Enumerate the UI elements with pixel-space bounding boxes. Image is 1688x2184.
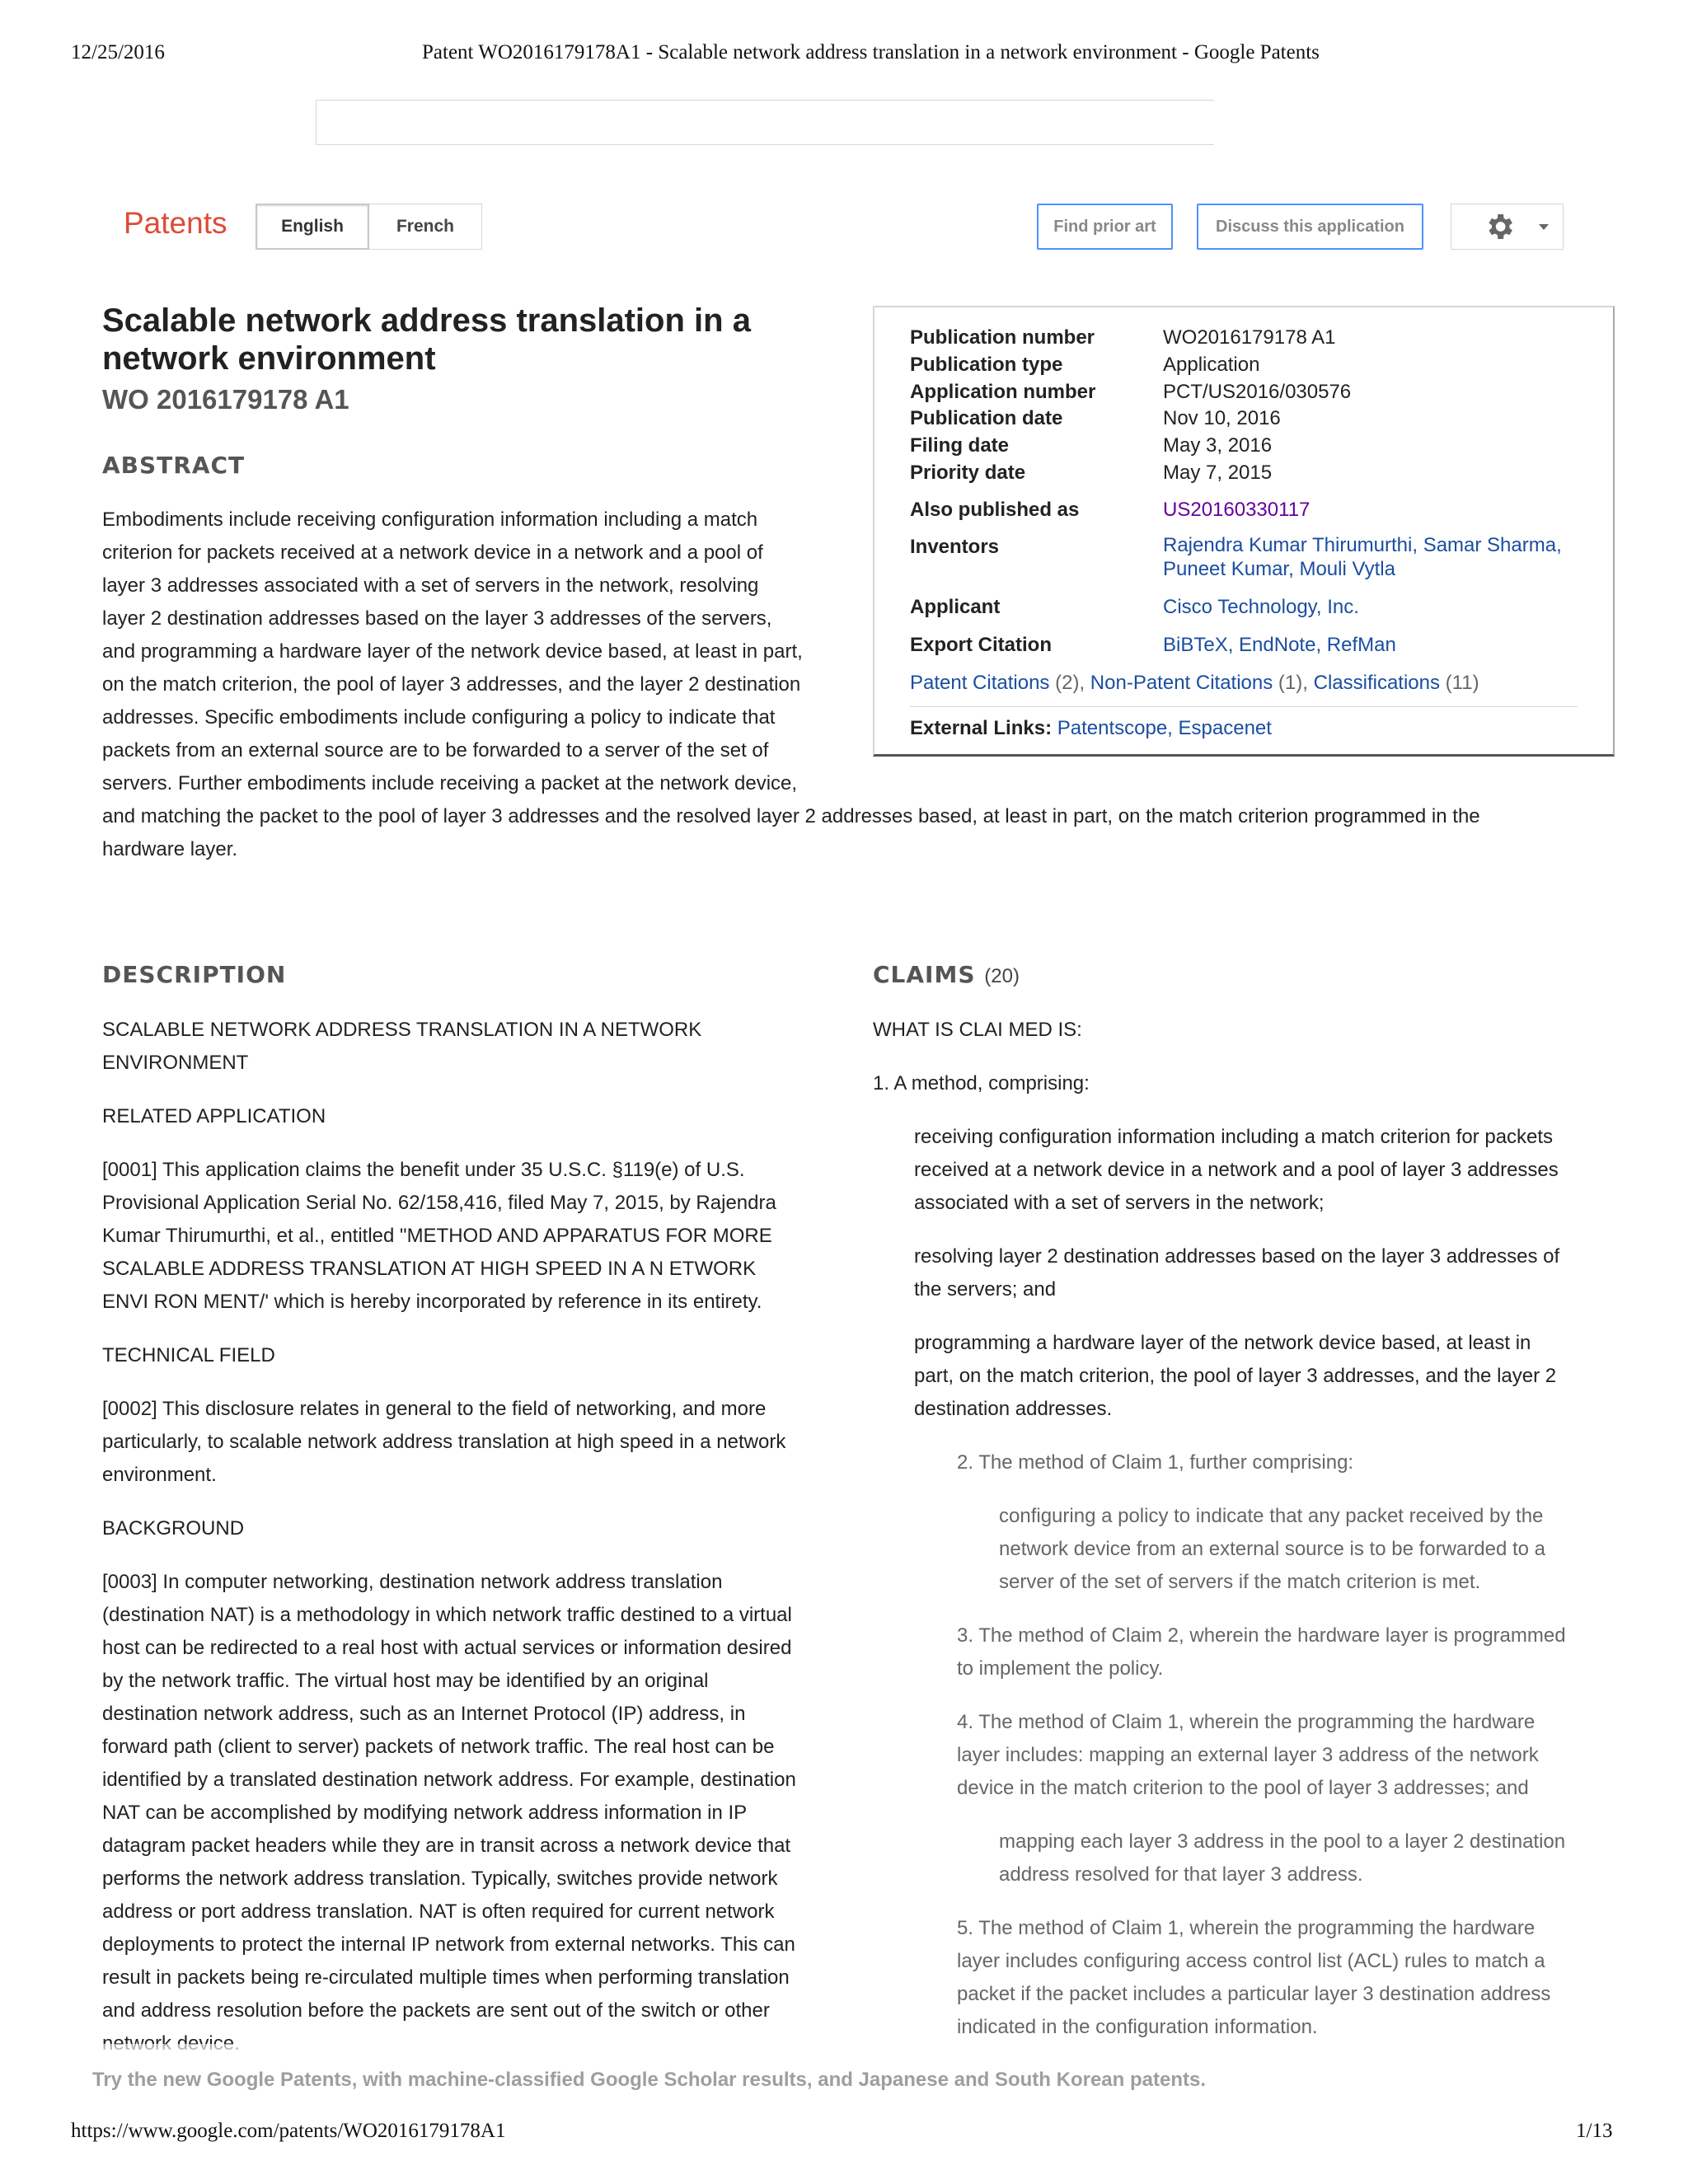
description-paragraph: [102, 1339, 860, 1372]
claim-line: layer includes: mapping an external layer 3 address of the network: [957, 1744, 1539, 1766]
find-prior-art-button[interactable]: Find prior art: [1037, 204, 1173, 250]
claim-line: address resolved for that layer 3 address.: [999, 1863, 1363, 1886]
patent-title: Scalable network address translation in a network environment: [102, 302, 751, 377]
language-english-button[interactable]: English: [256, 204, 369, 250]
description-line: NAT can be accomplished by modifying network address information in IP: [102, 1802, 748, 1824]
publication-type-value: Application: [1163, 354, 1260, 376]
claim-2: 2. The method of Claim 1, further comprising:: [957, 1451, 1354, 1474]
inventor-link[interactable]: Samar Sharma: [1423, 534, 1557, 556]
claims-count: (20): [984, 965, 1020, 987]
new-patents-promo-link[interactable]: Try the new Google Patents, with machine-classified Google Scholar results, and Japanese and South Korean patents.: [92, 2069, 1206, 2091]
settings-menu-button[interactable]: [1451, 204, 1564, 250]
inventor-link[interactable]: Mouli Vytla: [1299, 558, 1395, 580]
claim-4: [957, 1706, 1616, 1805]
description-paragraph: [102, 1100, 860, 1133]
print-page-number: 1/13: [1576, 2120, 1613, 2142]
description-paragraph: [102, 1393, 860, 1492]
language-french-button[interactable]: French: [369, 204, 482, 250]
applicant-label: Applicant: [910, 596, 1001, 618]
abstract-line: and matching the packet to the pool of layer 3 addresses and the resolved layer 2 addresses based, at least in part, on the match criterion programmed in the: [102, 805, 1480, 827]
bibliographic-info-panel: Publication number WO2016179178 A1 Publication type Application Application number PCT/US2016/030576 Publication date Nov 10, 2016 Filing date May 3, 2016 Priority date May 7, 2015 Also published as US20160330117 Inventors Rajendra Kumar Thirumurthi, Samar Sharma, Puneet Kumar, Mouli Vytla Applicant Cisco Technology, Inc. Export Citation BiBTeX, EndNote, RefMan Patent Citations (2), Non-Patent Citations (1), Classifications (11) External Links: Patentscope, Espacenet: [873, 306, 1615, 757]
claim-line: to implement the policy.: [957, 1657, 1164, 1680]
description-line: SCALABLE NETWORK ADDRESS TRANSLATION IN A NETWORK: [102, 1019, 702, 1041]
description-line: [0001] This application claims the benefit under 35 U.S.C. §119(e) of U.S.: [102, 1159, 745, 1181]
claims-intro: WHAT IS CLAI MED IS:: [873, 1019, 1082, 1041]
claim-1-steps: [914, 1121, 1623, 1426]
description-line: (destination NAT) is a methodology in which network traffic destined to a virtual: [102, 1604, 792, 1626]
discuss-application-button[interactable]: Discuss this application: [1197, 204, 1423, 250]
description-line: result in packets being re-circulated multiple times when performing translation: [102, 1966, 790, 1989]
description-paragraph: [102, 1014, 860, 1080]
description-line: and address resolution before the packets are sent out of the switch or other: [102, 1999, 770, 2022]
description-line: datagram packet headers while they are in transit across a network device that: [102, 1835, 791, 1857]
claim-line: packet if the packet includes a particular layer 3 destination address: [957, 1983, 1551, 2005]
abstract-line: packets from an external source are to be forwarded to a server of the set of: [102, 739, 769, 762]
classifications-link[interactable]: Classifications: [1313, 672, 1440, 694]
claim-line: layer includes configuring access control list (ACL) rules to match a: [957, 1950, 1545, 1972]
abstract-line: criterion for packets received at a network device in a network and a pool of: [102, 541, 763, 564]
claims-heading: [873, 961, 1020, 988]
inventors-list: Rajendra Kumar Thirumurthi, Samar Sharma, Puneet Kumar, Mouli Vytla: [1163, 534, 1562, 580]
description-line: performs the network address translation. Typically, switches provide network: [102, 1868, 778, 1890]
priority-date-value: May 7, 2015: [1163, 462, 1273, 484]
claim-step: [914, 1121, 1623, 1220]
patent-citations-count: (2): [1055, 672, 1080, 694]
patentscope-link[interactable]: Patentscope: [1057, 717, 1168, 739]
application-number-value: PCT/US2016/030576: [1163, 381, 1352, 403]
claim-line: resolving layer 2 destination addresses based on the layer 3 addresses of: [914, 1245, 1560, 1268]
abstract-line: layer 2 destination addresses based on the layer 3 addresses of the servers,: [102, 607, 772, 630]
language-toggle: [256, 204, 482, 250]
claim-step: [914, 1240, 1623, 1306]
publication-number-label: Publication number: [910, 326, 1095, 349]
classifications-count: (11): [1445, 672, 1479, 694]
claim-line: part, on the match criterion, the pool of layer 3 addresses, and the layer 2: [914, 1365, 1557, 1387]
description-line: particularly, to scalable network address translation at high speed in a network: [102, 1431, 786, 1453]
description-line: [0003] In computer networking, destination network address translation: [102, 1571, 723, 1593]
gear-icon: [1483, 210, 1516, 243]
description-paragraph: [102, 1154, 860, 1319]
description-line: RELATED APPLICATION: [102, 1105, 326, 1127]
dependent-claims: [957, 1446, 1616, 2044]
description-line: TECHNICAL FIELD: [102, 1344, 275, 1366]
claim-1: 1. A method, comprising:: [873, 1072, 1090, 1094]
export-bibtex-link[interactable]: BiBTeX: [1163, 634, 1228, 656]
patents-logo[interactable]: Patents: [124, 206, 227, 240]
description-line: Provisional Application Serial No. 62/158,416, filed May 7, 2015, by Rajendra: [102, 1192, 776, 1214]
external-links-label: External Links:: [910, 717, 1053, 739]
description-line: host can be redirected to a real host with actual services or information desired: [102, 1637, 792, 1659]
export-endnote-link[interactable]: EndNote: [1239, 634, 1316, 656]
description-line: SCALABLE ADDRESS TRANSLATION AT HIGH SPEED IN A N ETWORK: [102, 1258, 757, 1280]
info-divider: [910, 706, 1578, 707]
description-line: Kumar Thirumurthi, et al., entitled "METHOD AND APPARATUS FOR MORE: [102, 1225, 772, 1247]
search-input[interactable]: [316, 100, 1214, 145]
description-paragraph: [102, 1512, 860, 1545]
filing-date-value: May 3, 2016: [1163, 434, 1273, 457]
description-body: [102, 1014, 860, 2081]
print-url: https://www.google.com/patents/WO2016179178A1: [71, 2120, 506, 2142]
claim-line: associated with a set of servers in the network;: [914, 1192, 1325, 1214]
abstract-line: addresses. Specific embodiments include configuring a policy to indicate that: [102, 706, 776, 729]
print-page-title: Patent WO2016179178A1 - Scalable network address translation in a network environment - Google Patents: [422, 41, 1320, 63]
claim-4-step: [999, 1825, 1616, 1891]
claim-line: destination addresses.: [914, 1398, 1113, 1420]
espacenet-link[interactable]: Espacenet: [1178, 717, 1272, 739]
publication-date-value: Nov 10, 2016: [1163, 407, 1281, 429]
claim-line: configuring a policy to indicate that any packet received by the: [999, 1505, 1544, 1527]
description-line: identified by a translated destination network address. For example, destination: [102, 1769, 796, 1791]
abstract-heading: ABSTRACT: [102, 452, 246, 479]
abstract-line: layer 3 addresses associated with a set of servers in the network, resolving: [102, 574, 759, 597]
application-number-label: Application number: [910, 381, 1096, 403]
patent-number: WO 2016179178 A1: [102, 384, 349, 415]
abstract-line: Embodiments include receiving configuration information including a match: [102, 509, 758, 531]
description-line: deployments to protect the internal IP network from external networks. This can: [102, 1933, 795, 1956]
claim-3: [957, 1619, 1616, 1685]
claim-line: device in the match criterion to the pool of layer 3 addresses; and: [957, 1777, 1529, 1799]
description-line: ENVIRONMENT: [102, 1052, 249, 1074]
publication-type-label: Publication type: [910, 354, 1063, 376]
description-line: ENVI RON MENT/' which is hereby incorporated by reference in its entirety.: [102, 1291, 762, 1313]
claim-5: [957, 1912, 1616, 2044]
claim-line: indicated in the configuration information.: [957, 2016, 1318, 2038]
priority-date-label: Priority date: [910, 462, 1026, 484]
description-line: address or port address translation. NAT is often required for current network: [102, 1900, 775, 1923]
inventor-link[interactable]: Rajendra Kumar Thirumurthi: [1163, 534, 1413, 556]
claim-line: programming a hardware layer of the network device based, at least in: [914, 1332, 1531, 1354]
also-published-link[interactable]: US20160330117: [1163, 499, 1311, 521]
non-patent-citations-count: (1): [1278, 672, 1303, 694]
non-patent-citations-link[interactable]: Non-Patent Citations: [1090, 672, 1273, 694]
inventors-label: Inventors: [910, 536, 1000, 558]
claim-line: mapping each layer 3 address in the pool to a layer 2 destination: [999, 1830, 1566, 1853]
claim-line: 5. The method of Claim 1, wherein the programming the hardware: [957, 1917, 1536, 1939]
publication-number-value: WO2016179178 A1: [1163, 326, 1336, 349]
also-published-label: Also published as: [910, 499, 1080, 521]
description-line: environment.: [102, 1464, 217, 1486]
claims-heading-text: CLAIMS: [873, 961, 976, 988]
chevron-down-icon: [1537, 223, 1550, 231]
claim-line: server of the set of servers if the match criterion is met.: [999, 1571, 1481, 1593]
claim-step: [914, 1327, 1623, 1426]
claim-line: 4. The method of Claim 1, wherein the programming the hardware: [957, 1711, 1536, 1733]
claim-line: 3. The method of Claim 2, wherein the hardware layer is programmed: [957, 1624, 1566, 1647]
patent-citations-link[interactable]: Patent Citations: [910, 672, 1050, 694]
export-citation-label: Export Citation: [910, 634, 1052, 656]
claim-line: network device from an external source is to be forwarded to a: [999, 1538, 1545, 1560]
filing-date-label: Filing date: [910, 434, 1009, 457]
print-date: 12/25/2016: [71, 41, 165, 63]
claim-line: receiving configuration information including a match criterion for packets: [914, 1126, 1554, 1148]
claim-line: received at a network device in a network and a pool of layer 3 addresses: [914, 1159, 1559, 1181]
publication-date-label: Publication date: [910, 407, 1063, 429]
inventor-link[interactable]: Puneet Kumar: [1163, 558, 1289, 580]
description-line: by the network traffic. The virtual host may be identified by an original: [102, 1670, 709, 1692]
description-line: destination network address, such as an Internet Protocol (IP) address, in: [102, 1703, 746, 1725]
abstract-line: on the match criterion, the pool of layer 3 addresses, and the layer 2 destination: [102, 673, 801, 696]
description-line: forward path (client to server) packets of network traffic. The real host can be: [102, 1736, 775, 1758]
abstract-line: servers. Further embodiments include receiving a packet at the network device,: [102, 772, 798, 794]
description-line: [0002] This disclosure relates in general to the field of networking, and more: [102, 1398, 767, 1420]
abstract-line: hardware layer.: [102, 838, 238, 860]
claim-line: the servers; and: [914, 1278, 1057, 1301]
description-paragraph: [102, 1566, 860, 2060]
claim-2-step: [999, 1500, 1616, 1599]
applicant-link[interactable]: Cisco Technology, Inc.: [1163, 596, 1359, 618]
description-line: BACKGROUND: [102, 1517, 245, 1540]
description-heading: DESCRIPTION: [102, 961, 287, 988]
export-refman-link[interactable]: RefMan: [1326, 634, 1396, 656]
abstract-line: and programming a hardware layer of the network device based, at least in part,: [102, 640, 803, 663]
